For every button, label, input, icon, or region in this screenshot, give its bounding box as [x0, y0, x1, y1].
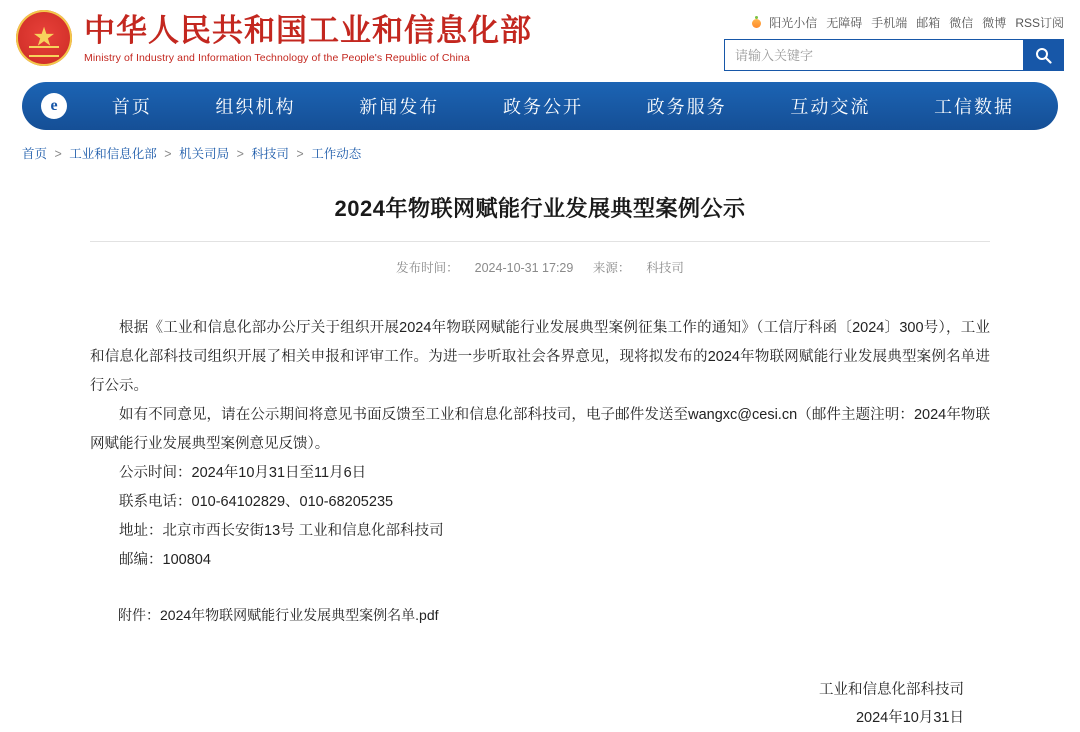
breadcrumb-item-2[interactable]: 机关司局	[179, 147, 230, 161]
brand-text	[84, 12, 532, 64]
nav-item-organization[interactable]: 组织机构	[215, 97, 296, 117]
info-line-address: 地址：北京市西长安街13号 工业和信息化部科技司	[119, 523, 444, 539]
search-bar	[724, 39, 1064, 71]
article-body	[90, 314, 990, 629]
attachment-link[interactable]: 2024年物联网赋能行业发展典型案例名单.pdf	[160, 607, 439, 623]
article-signature	[90, 677, 990, 732]
top-link-accessibility[interactable]: 无障碍	[826, 16, 863, 30]
info-line-notice-period: 公示时间：2024年10月31日至11月6日	[119, 465, 367, 481]
header-right	[724, 10, 1064, 71]
nav-item-data[interactable]: 工信数据	[934, 97, 1015, 117]
signature-org: 工业和信息化部科技司	[819, 682, 964, 698]
breadcrumb-item-1[interactable]: 工业和信息化部	[69, 147, 157, 161]
page-title: 2024年物联网赋能行业发展典型案例公示	[334, 196, 746, 221]
search-button[interactable]	[1023, 40, 1063, 70]
search-icon	[1035, 47, 1052, 64]
info-line-postcode: 邮编：100804	[119, 552, 211, 568]
paragraph-1: 根据《工业和信息化部办公厅关于组织开展2024年物联网赋能行业发展典型案例征集工作的通知》（工信厅科函〔2024〕300号），工业和信息化部科技司组织开展了相关申报和评审工作。为进一步听取社会各界意见，现将拟发布的2024年物联网赋能行业发展典型案例名单进行公示。	[90, 320, 990, 394]
nav-item-government-services[interactable]: 政务服务	[646, 97, 727, 117]
publish-time: 2024-10-31 17:29	[474, 261, 574, 275]
nav-logo-icon: e	[41, 93, 67, 119]
nav-item-government-affairs[interactable]: 政务公开	[502, 97, 583, 117]
sun-icon	[750, 16, 763, 29]
info-line-phone: 联系电话：010-64102829、010-68205235	[119, 494, 394, 510]
breadcrumb-separator: >	[296, 147, 304, 161]
breadcrumb-item-3[interactable]: 科技司	[251, 147, 289, 161]
publish-label: 发布时间：	[396, 261, 459, 275]
site-brand[interactable]	[16, 10, 532, 66]
site-title-cn: 中华人民共和国工业和信息化部	[84, 12, 532, 48]
breadcrumb-separator: >	[164, 147, 172, 161]
breadcrumb-separator: >	[236, 147, 244, 161]
top-link-wechat[interactable]: 微信	[949, 16, 974, 30]
search-input[interactable]	[725, 40, 1023, 70]
attachment-label: 附件：	[118, 607, 160, 623]
nav-items	[80, 93, 1058, 119]
top-links	[750, 14, 1064, 31]
article	[90, 162, 990, 732]
nav-item-home[interactable]: 首页	[111, 97, 152, 117]
nav-item-interaction[interactable]: 互动交流	[790, 97, 871, 117]
paragraph-2: 如有不同意见，请在公示期间将意见书面反馈至工业和信息化部科技司，电子邮件发送至wangxc@cesi.cn（邮件主题注明：2024年物联网赋能行业发展典型案例意见反馈）。	[90, 407, 990, 452]
main-nav	[22, 82, 1058, 130]
breadcrumb	[0, 130, 1080, 162]
source-value: 科技司	[646, 261, 684, 275]
source-label: 来源：	[592, 261, 631, 275]
top-link-mobile[interactable]: 手机端	[871, 16, 908, 30]
site-header	[0, 0, 1080, 78]
signature-date: 2024年10月31日	[855, 709, 964, 726]
nav-logo[interactable]	[28, 93, 80, 119]
top-link-mail[interactable]: 邮箱	[916, 16, 941, 30]
top-link-sunshine[interactable]: 阳光小信	[769, 16, 818, 30]
breadcrumb-separator: >	[54, 147, 62, 161]
national-emblem-icon	[16, 10, 72, 66]
nav-item-news[interactable]: 新闻发布	[359, 97, 440, 117]
site-title-en: Ministry of Industry and Information Technology of the People's Republic of China	[84, 52, 470, 65]
breadcrumb-item-4[interactable]: 工作动态	[311, 147, 362, 161]
top-link-weibo[interactable]: 微博	[982, 16, 1007, 30]
breadcrumb-item-0[interactable]: 首页	[22, 147, 48, 161]
article-meta	[90, 241, 990, 276]
top-link-rss[interactable]: RSS订阅	[1015, 16, 1064, 30]
attachment	[90, 601, 990, 629]
